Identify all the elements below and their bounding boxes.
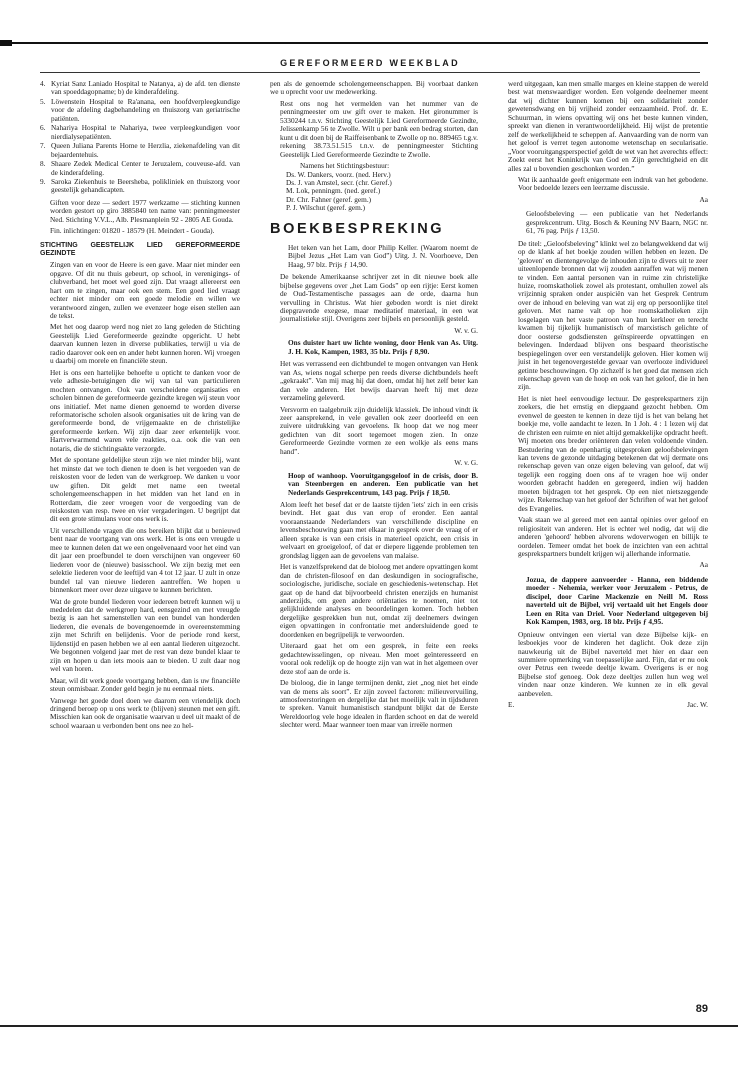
list-item: 5. Löwenstein Hospital te Ra'anana, een hoofdverpleegkundige voor de afdeling dagbehandeling en thuiszorg van geriatrische patiënten.	[40, 96, 240, 123]
paragraph: Maar, wil dit werk goede voortgang hebben, dan is uw financiële steun onmisbaar. Zonder geld begin je nu eenmaal niets.	[50, 675, 240, 694]
book-entry: Ons duister hart uw lichte woning, door Henk van As. Uitg. J. H. Kok, Kampen, 1983, 35 blz. Prijs ƒ 8,90.	[288, 338, 478, 356]
board-member: Dr. Chr. Fahner (geref. gem.)	[286, 194, 372, 204]
board-member: Ds. J. van Amstel, secr. (chr. Geref.)	[286, 177, 392, 187]
signature-line	[508, 701, 708, 709]
review-section-title: BOEKBESPREKING	[270, 220, 445, 237]
section-heading: STICHTING GEESTELIJK LIED GEREFORMEERDE GEZINDTE	[40, 241, 240, 257]
column-left	[40, 80, 240, 733]
reviewer-signature: Aa	[699, 194, 708, 204]
bottom-rule	[0, 1025, 738, 1027]
review-paragraph: De titel: „Geloofsbeleving” klinkt wel zo belangwekkend dat wij op de klank af het boekje zouden willen hebben en lezen. De 'geloven' en dientengevolge de inhouden zijn te divers uit te zeer uiteenlopende bronnen dat wij zouden aanraffen wat wij menen te vinden. Een aantal personen van in ruime zin christelijke huize, roomskatholiek zowel als protestant, omhullen zowel als vrijzinnig spraken onder auspiciën van het Gesprek Centrum over de inhoud en beleving van wat zij erg op persoonlijke titel geloven. Met name valt op hoe roomskatholieken zijn losgelagen van het vaste patroon van hun kerkleer en terecht kwamen bij tijkelijk humanistisch of marxistisch gelichte of door oosterse godsdiensten geïnspireerde opvattingen en belevingen. Inderdaad blijven ons bespaard theoristische bespiegelingen over een verstandelijk geloven. Hier komen wij juist in het tegenovergestelde gevaar van overlooze individueel getinte beschouwingen. Op zichzelf is het goed dat mensen zich rekenschap geven van de hoop en ook van het geloof, die in hen zijn.	[518, 238, 708, 392]
list-item: 4. Kyriat Sanz Laniado Hospital te Natanya, a) de afd. ten dienste van spoeddagopname; b) de kinderafdeling.	[40, 79, 240, 97]
paragraph: Rest ons nog het vermelden van het nummer van de penningmeester om uw gift over te maken. Het gironummer is 5330244 t.n.v. Stichting Geestelijk Lied Gereformeerde Gezindte, Jelissenkamp 56 te Zwolle. Wilt u per bank een bedrag storten, dan kunt u dit doen bij de Raiffeisenbank te Zwolle op no. 889465 t.g.v. rekening 38.73.51.515 t.n.v. de penningmeester Stichting Geestelijk Lied Gereformeerde Gezindte te Zwolle.	[280, 98, 478, 159]
list-item: 6. Nahariya Hospital te Nahariya, twee verpleegkundigen voor nierdialysepatiënten.	[40, 123, 240, 141]
review-paragraph: Uiteraard gaat het om een gesprek, in feite een reeks gedachtewisselingen, op niveau. Men moet geïnteresseerd en vooral ook redelijk op de hoogte zijn van wat in het algemeen over deze stof aan de orde is.	[280, 641, 478, 676]
paragraph: Wat ik aanhaalde geeft enigermate een indruk van het gebodene. Voor bedoelde lezers een leerzame discussie.	[518, 174, 708, 193]
paragraph: Met de spontane geldelijke steun zijn we niet minder blij, want het minste dat we toch dienen te doen is het vergoeden van de reiskosten voor de leden van de werkgroep. We danken u voor uw giften. Dit geldt met name een tweetal scholengemeenschappen in het midden van het land en in Rotterdam, die zeer vroegen voor de vergoeding van de reiskosten van resp. twee en vier vergaderingen. U begrijpt dat dit een grote stimulans voor ons werk is.	[50, 455, 240, 524]
reviewer-signature: W. v. G.	[454, 458, 478, 468]
page-number: 89	[695, 1003, 708, 1015]
gifts-paragraph: Giften voor deze — sedert 1977 werkzame — stichting kunnen worden gestort op giro 3885840 ten name van: penningmeester Ned. Stichting V.V.L., Alb. Plesmanplein 92 - 2805 AE Gouda.	[50, 197, 240, 224]
paragraph: Met het oog daarop werd nog niet zo lang geleden de Stichting Geestelijk Lied Gereformeerde gezindte opgericht. U hebt daarvan kunnen lezen in diverse publikaties, terwijl u via de radio daarover ook een en ander hebt kunnen horen. Wij vroegen u daarbij om morele en financiële steun.	[50, 322, 240, 366]
paragraph: Uit verschillende vragen die ons bereiken blijkt dat u benieuwd bent naar de voortgang van ons werk. Het is ons een vreugde u mee te kunnen delen dat we een ongeëvenaard voor het eind van dit jaar een proefbundel te doen verschijnen van ongeveer 60 liederen voor de (nieuwe) basisschool. We zijn bezig met een selektie liederen voor de leeftijd van 4 tot 12 jaar. U zult in onze bundel tal van nieuwe liederen aantreffen. We hopen u binnenkort meer over deze uitgave te kunnen berichten.	[50, 525, 240, 595]
review-paragraph: De bekende Amerikaanse schrijver zet in dit nieuwe boek alle bijbelse gegevens over „het Lam Gods” op een rijtje: Eerst komen de Oud-Testamentische passages aan de orde, daarna hun vervulling in Christus. Wat hier geboden wordt is niet direkt diepgravende exegese, maar meditatief materiaal, in een wat journalistieke stijl. Overigens zeer bijbels en persoonlijk gesteld.	[280, 272, 478, 324]
book-entry: Jozua, de dappere aanvoerder - Hanna, een biddende moeder - Nehemia, werker voor Jeruzalem - Petrus, de discipel, door Carine Mackenzie en Neill M. Ross naverteld uit de Bijbel, vrij vertaald uit het Engels door Leen en Rita van Driel. Voor Nederland uitgegeven bij Kok Kampen, 1983, org. 18 blz. Prijs ƒ 4,95.	[526, 574, 708, 627]
masthead-rule	[40, 72, 700, 73]
paragraph: pen als de genoemde scholengemeenschappen. Bij voorbaat danken we u oprecht voor uw medewerking.	[270, 79, 478, 97]
top-rule	[0, 42, 708, 44]
paragraph: werd uitgegaan, kan men smalle marges en kleine stappen de wereld best wat menswaardiger worden. Een volgende deelnemer meent dat wij dichter kunnen komen bij een solidariteit zonder gewetensdwang en bij vrijheid zonder eenzaamheid. Prof. dr. E. Schuurman, in wiens opvatting wij ons het beste kunnen vinden, spreekt van dienen in verantwoordelijkheid. Hij wijst de pretentie zelf de werkelijkheid te scheppen af. Aanvaarding van de norm van het geloof is verret tegen autonome wetenschap en secularisatie. „Voor vooruitgangsperspectief geldt de wet van het averechts effect: Zoekt eerst het Koninkrijk van God en Zijn gerechtigheid en dit alles zal u bovendien geschonken worden.”	[508, 79, 708, 173]
paragraph: Vanwege het goede doel doen we daarom een vriendelijk doch dringend beroep op u ons werk te (blijven) steunen met een gift. Misschien kan ook de organisatie waarvan u deel uit maakt of de school waaraan u verbonden bent ons nee zo hel-	[50, 695, 240, 730]
review-paragraph: Alom leeft het besef dat er de laatste tijden 'iets' zich in een crisis bevindt. Het gaat dus van erop of eronder. Een aantal vooraanstaande Nederlanders van verschillende discipline en levensbeschouwing gaan met elkaar in gesprek over de vraag of er alleen sprake is van een crisis in materieel opzicht, een crisis in welvaart en groeigeloof, of dat er diepere liggende problemen ten grondslag liggen aan de gevoelens van malaise.	[280, 500, 478, 560]
review-paragraph: Vaak staan we al gereed met een aantal opinies over geloof en religiositeit van anderen. Het is echter wel nodig, dat wij die anderen 'gehoord' hebben alvorens wdoverwogen en billijk te oordelen. Temeer omdat het boek de inzichten van een achttal gesprekspartners bundelt krijgen wij allerhande informatie.	[518, 515, 708, 559]
reviewer-signature: Aa	[699, 560, 708, 570]
paragraph: Het is ons een hartelijke behoefte u opticht te danken voor de vele adhesie-betuigingen die wij van tal van particulieren mochten ontvangen. Ook van verscheidene organisaties en scholen binnen de gereformeerde gezindte kregen wij steun voor ons initiatief. Met name dienen genoemd te worden diverse reformatorische scholen alsook organisaties uit de kring van de gereformeerde bond, de vrijgemaakte en de christelijke gereformeerde kerken. Wij zijn daar zeer erkentelijk voor. Hartverwarmend waren vele reakties, o.a. ook die van een notaris, die de stichtingsakte verzorgde.	[50, 367, 240, 453]
board-member: P. J. Wilschut (geref. gem.)	[286, 203, 366, 213]
list-item: 7. Queen Juliana Parents Home te Herzlia, ziekenafdeling van dit bejaardentehuis.	[40, 141, 240, 159]
hospital-list	[40, 80, 240, 195]
review-paragraph: Opnieuw ontvingen een viertal van deze Bijbelse kijk- en lesboekjes voor de kinderen het daglicht. Ook deze zijn nauwkeurig uit de Bijbel naverteld met hier en daar een summiere opmerking van toepasselijke aard. Fijn, dat er nu ook over Petrus een tweede deeltje kwam. Overigens is er nog Bijbelse stof genoeg. Ook deze deeltjes zullen hun weg wel vinden naar onze kinderen. We kunnen ze in elk geval aanbevelen.	[518, 629, 708, 698]
reviewer-signature: W. v. G.	[454, 325, 478, 335]
book-entry: Het teken van het Lam, door Philip Keller. (Waarom noemt de Bijbel Jezus „Het Lam van God”) Uitg. J. N. Voorhoeve, Den Haag, 97 blz. Prijs ƒ 14,90.	[288, 242, 478, 269]
review-paragraph: Het is vanzelfsprekend dat de bioloog met andere opvattingen komt dan de christen-filosoof en dan deskundigen in sociografische, sociologische, juridische, sociale en geschiedenis-wetenschap. Het gaat op de hand dat bijvoorbeeld christen enerzijds en humanist anderzijds, om geen andere oriëntaties te noemen, niet tot gelijkluidende analyses en beoordelingen komen. Toch hebben dergelijke gesprekken hun nut, omdat zij deelnemers dwingen eigen opvattingen in confrontatie met andersluidende goed te doordenken en begrijpelijk te verwoorden.	[280, 562, 478, 639]
names-intro: Namens het Stichtingsbestuur:	[300, 161, 390, 171]
review-paragraph: Het was verrassend een dichtbundel te mogen ontvangen van Henk van As, wiens nogal scherpe pen reeds diverse dichtbundels heeft „gekraakt”. Van mij mag hij dat doen, omdat hij het zelf beter kan dan vele anderen. Het bewijs daarvan heeft hij met deze verzameling geleverd.	[280, 359, 478, 403]
signature-right: Jac. W.	[687, 700, 708, 710]
signature-left: E.	[508, 700, 515, 710]
review-paragraph: Het is niet heel eenvoudige lectuur. De gesprekspartners zijn zoekers, die het ernstig en diepgaand gezocht hebben. Om evenwel de geesten te kennen in deze tijd is het van belang het boekje me, volle aandacht te lezen. In 1 Joh. 4 : 1 lezen wij dat de christen een ruimte en niet altijd gemakkelijke opdracht heeft. Wij moeten ons breder oriënteren dan velen voldoende vinden. Bestudering van de openhartig uitgesproken geloofsbelevingen kan tevens de gezonde uitdaging betekenen dat wij dermate ons rekenschap geven van onze eigen beleving van geloof, dat wij tegelijk een rogging doen ons af te vragen hoe wij onder woorden gebracht hadden en geregeerd, indien wij hadden moeten bijdragen tot het gesprek. Op een niet nietszeggende wijze. Rekenschap van het geloof der Schriften of wat het geloof des Evangelies.	[518, 393, 708, 513]
masthead: GEREFORMEERD WEEKBLAD	[280, 58, 460, 68]
info-paragraph: Fin. inlichtingen: 01820 - 18579 (H. Meindert - Gouda).	[50, 226, 215, 236]
paragraph: Zingen van en voor de Heere is een gave. Maar niet minder een opgave. Of dit nu thuis gebeurt, op school, in verenigings- of clubverband, het moet wel goed zijn. Dat vraagt allereerst een hart om te zingen, maar ook een stem. Een goed lied vraagt echter niet minder om een goede melodie en willen we verantwoord zingen, zullen we evenzeer hoge eisen stellen aan de tekst.	[50, 260, 240, 321]
board-member: Ds. W. Dankers, voorz. (ned. Herv.)	[286, 169, 391, 179]
list-item: 8. Shaare Zedek Medical Center te Jeruzalem, couveuse-afd. van de kinderafdeling.	[40, 159, 240, 177]
review-paragraph: De bioloog, die in lange termijnen denkt, ziet „nog niet het einde van de mens als soort”. Er zijn zoveel factoren: milieuvervuiling, atmosfeerstoringen en dergelijke dat het moeilijk valt in tijdsduren te spreken. Vanuit humanistisch standpunt blijkt dat de Eerste Wereldoorlog vele hoge idealen in flarden schoot en dat de wereld slechter werd. Maar wanneer toen maar van irreële normen	[280, 678, 478, 730]
board-member: M. Lok, penningm. (ned. geref.)	[286, 186, 381, 196]
book-entry: Geloofsbeleving — een publicatie van het Nederlands gesprekcentrum. Uitg. Bosch & Keuning NV Baarn, NGC nr. 61, 76 pag. Prijs ƒ 13,50.	[526, 209, 708, 236]
top-rule-mark	[0, 40, 12, 46]
review-paragraph: Versvorm en taalgebruik zijn duidelijk klassiek. De inhoud vindt ik zeer aansprekend, in vele gevallen ook zeer doorleefd en een zuivere uitdrukking van gevoelens. Ik hoop dat we nog meer gedichten van dit soort tegemoet mogen zien. In onze Gereformeerde Gezindte vormen ze een wolkje als eens mans hand”.	[280, 404, 478, 456]
paragraph: Wat de grote bundel liederen voor iedereen betreft kunnen wij u mededelen dat de werkgroep hard, eensgezind en met vreugde bezig is aan het samenstellen van een bundel van honderden liederen, die evenals de bovengenoemde in overeenstemming zijn met Schrift en belijdenis. Voor de periode rond kerst, lijdenstijd en pasen hebben we al een aantal liederen uitgezocht. We begonnen volgend jaar met de rest van deze bundel klaar te zijn en hopen u dan iets moois aan te bieden. U zult daar nog wel van horen.	[50, 596, 240, 674]
column-right	[508, 80, 708, 710]
list-item: 9. Saroka Ziekenhuis te Beersheba, polikliniek en thuiszorg voor geestelijk gehandicapten.	[40, 176, 240, 195]
book-entry: Hoop of wanhoop. Vooruitgangsgeloof in de crisis, door B. van Steenbergen en anderen. Een publicatie van het Nederlands Gesprekcentrum, 143 pag. Prijs ƒ 18,50.	[288, 470, 478, 497]
board-names	[270, 162, 478, 213]
column-middle	[270, 80, 478, 733]
